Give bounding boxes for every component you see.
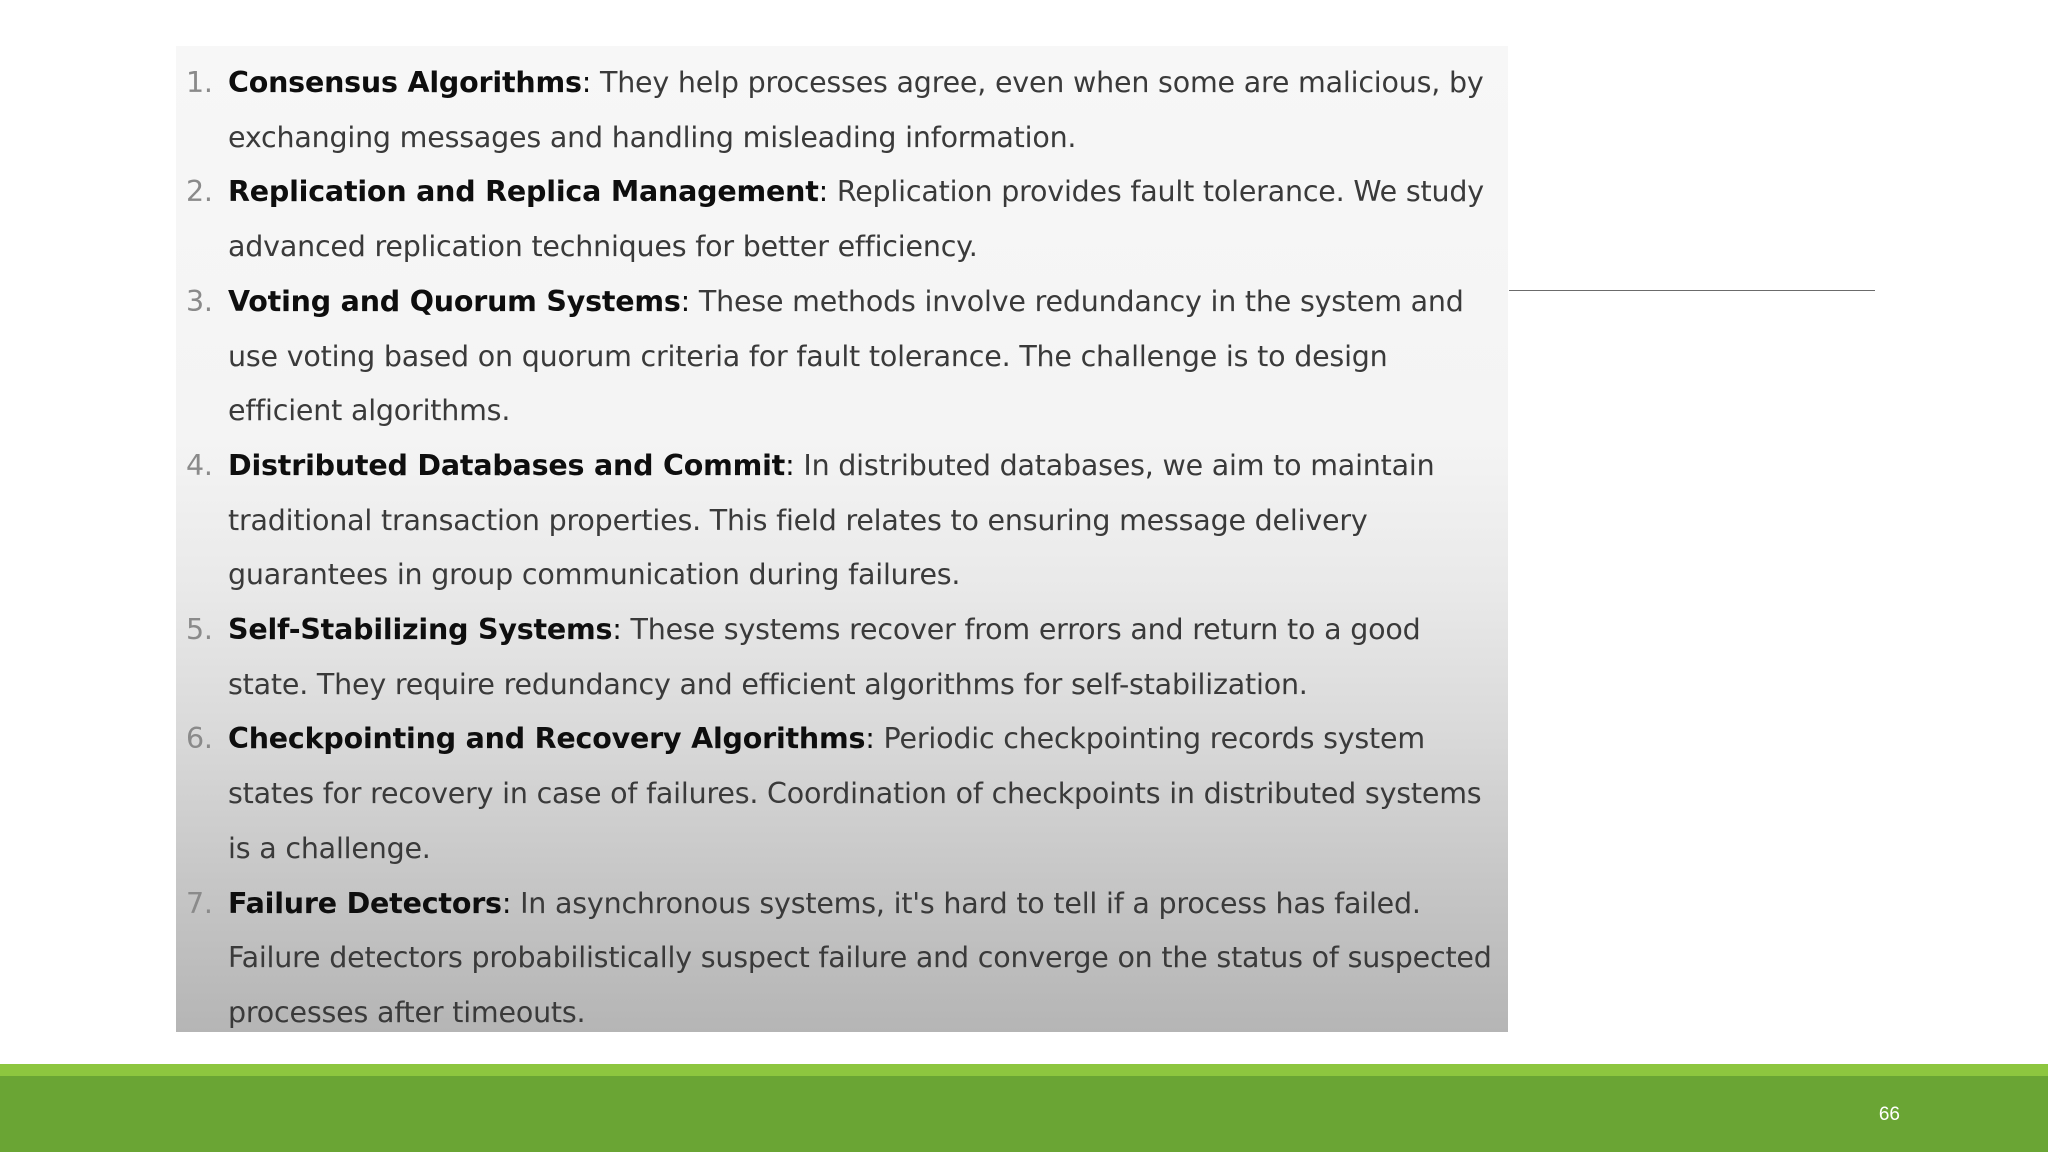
list-item-text: They help processes agree, even when some are malicious, by exchanging messages and handling misleading information. <box>228 66 1484 154</box>
slide-page-number: 66 <box>1878 1104 1900 1125</box>
list-item-colon: : <box>865 722 875 756</box>
list-item-colon: : <box>501 886 512 920</box>
list-item-number: 1. <box>186 66 213 99</box>
embedded-content-screenshot <box>176 46 1508 1032</box>
list-item <box>176 439 1508 603</box>
list-item-text: In distributed databases, we aim to maintain traditional transaction properties. This field relates to ensuring message delivery guarantees in group communication during failures. <box>228 448 1435 592</box>
list-item-title: Voting and Quorum Systems <box>228 284 681 318</box>
list-item-colon: : <box>581 66 592 99</box>
list-item-text: These methods involve redundancy in the system and use voting based on quorum criteria for fault tolerance. The challenge is to design efficient algorithms. <box>228 284 1464 428</box>
list-item-number: 5. <box>186 613 213 647</box>
footer-accent-strip <box>0 1064 2048 1076</box>
footer-bar <box>0 1076 2048 1152</box>
list-item-number: 4. <box>186 448 213 482</box>
list-item-colon: : <box>680 284 691 318</box>
list-item-text: In asynchronous systems, it's hard to tell if a process has failed. Failure detectors probabilistically suspect failure and converge on the status of suspected processes after timeouts. <box>228 886 1492 1029</box>
list-item-title: Self-Stabilizing Systems <box>228 613 613 647</box>
list-item <box>176 275 1508 439</box>
list-item-number: 3. <box>186 284 213 318</box>
list-item-title: Distributed Databases and Commit <box>228 448 786 482</box>
list-item-colon: : <box>785 448 795 482</box>
list-item <box>176 877 1508 1041</box>
list-item-title: Checkpointing and Recovery Algorithms <box>228 722 866 756</box>
decorative-divider-line <box>1509 290 1875 291</box>
list-item-title: Consensus Algorithms <box>228 66 582 99</box>
list-item-title: Replication and Replica Management <box>228 175 819 209</box>
list-item-title: Failure Detectors <box>228 886 502 920</box>
list-item-number: 7. <box>186 886 213 920</box>
list-item-text: Replication provides fault tolerance. We study advanced replication techniques for better efficiency. <box>228 175 1484 264</box>
list-item <box>176 603 1508 712</box>
list-item-colon: : <box>818 175 829 209</box>
list-item <box>176 712 1508 876</box>
list-item <box>176 165 1508 274</box>
list-item <box>176 56 1508 165</box>
list-item-text: Periodic checkpointing records system states for recovery in case of failures. Coordination of checkpoints in distributed systems is a challenge. <box>228 722 1482 865</box>
list-item-number: 2. <box>186 175 213 209</box>
list-item-colon: : <box>612 613 622 647</box>
list-item-text: These systems recover from errors and return to a good state. They require redundancy and efficient algorithms for self-stabilization. <box>228 613 1421 701</box>
fault-tolerance-topics-list <box>176 56 1508 1041</box>
list-item-number: 6. <box>186 722 213 756</box>
